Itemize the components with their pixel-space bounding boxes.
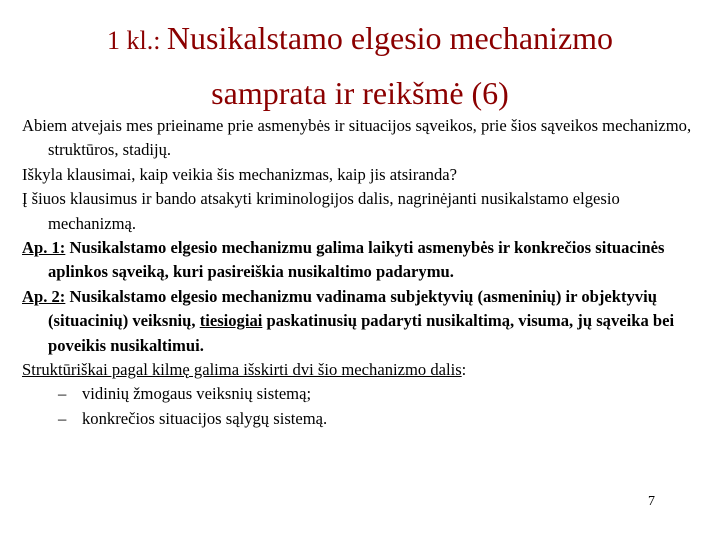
title-line-1: Nusikalstamo elgesio mechanizmo <box>166 20 614 56</box>
list-item <box>22 382 698 406</box>
title-line-2: samprata ir reikšmė (6) <box>211 75 509 111</box>
paragraph-1: Abiem atvejais mes prieiname prie asmenybės ir situacijos sąveikos, prie šios sąveikos mechanizmo, struktūros, stadijų. <box>22 116 692 160</box>
slide-title <box>0 14 720 117</box>
slide-body <box>22 114 698 431</box>
paragraph-3: Į šiuos klausimus ir bando atsakyti kriminologijos dalis, nagrinėjanti nusikalstamo elgesio mechanizmą. <box>22 189 620 233</box>
list-item-text: vidinių žmogaus veiksnių sistemą; <box>82 384 312 404</box>
definition-2-label: Ap. 2: <box>22 286 66 306</box>
title-prefix: 1 kl.: <box>106 26 167 55</box>
structure-colon: : <box>461 360 467 380</box>
list-item <box>22 407 698 431</box>
structure-underlined: Struktūriškai pagal kilmę galima išskirti dvi šio mechanizmo dalis <box>22 360 462 380</box>
definition-1-label: Ap. 1: <box>22 238 66 258</box>
definition-1-text: Nusikalstamo elgesio mechanizmu galima laikyti asmenybės ir konkrečios situacinės aplinkos sąveiką, kuri pasireiškia nusikaltimo padarymu. <box>48 238 665 282</box>
list-item-text: konkrečios situacijos sąlygų sistemą. <box>82 408 328 428</box>
definition-2-text-b: paskatinusių padaryti nusikaltimą, visuma, jų sąveika bei poveikis nusikaltimui. <box>48 311 675 355</box>
definition-2 <box>22 285 698 358</box>
list-dash: – <box>58 408 67 428</box>
definition-2-text-a: Nusikalstamo elgesio mechanizmu vadinama subjektyvių (asmeninių) ir objektyvių (situacinių) veiksnių, <box>48 286 657 331</box>
list-dash: – <box>58 384 67 404</box>
definition-2-underlined: tiesiogiai <box>199 311 263 331</box>
definition-1 <box>22 236 698 285</box>
structure-paragraph <box>22 358 698 382</box>
page-number: 7 <box>648 494 655 509</box>
paragraph-2: Iškyla klausimai, kaip veikia šis mechanizmas, kaip jis atsiranda? <box>22 164 458 184</box>
